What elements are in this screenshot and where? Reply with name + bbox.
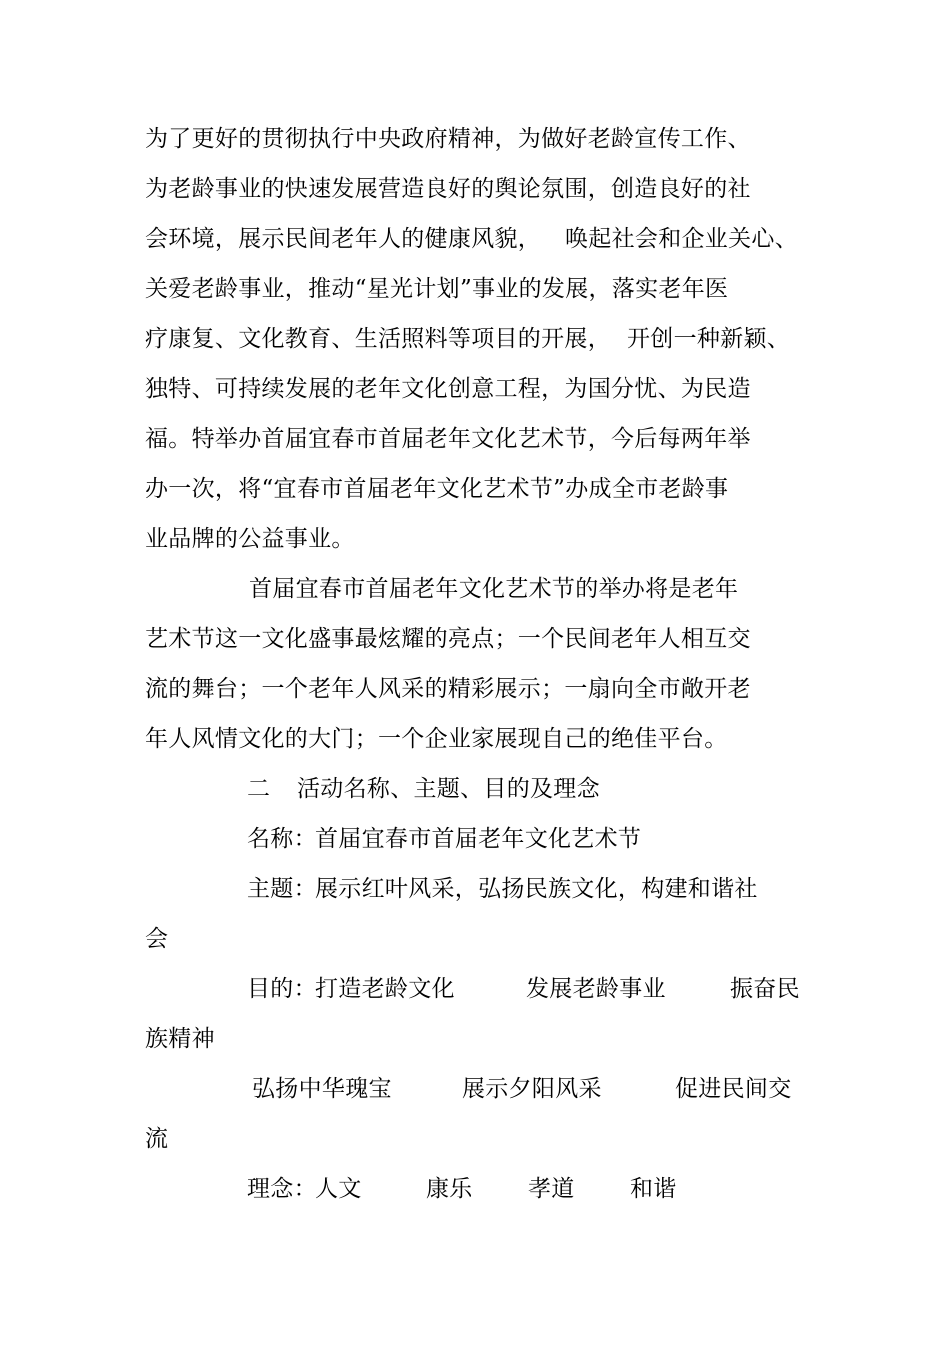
purpose-item-5: 展示夕阳风采 — [462, 1076, 602, 1102]
paragraph-1-line-1: 为了更好的贯彻执行中央政府精神，为做好老龄宣传工作、 — [145, 126, 751, 152]
paragraph-1-line-3b: 唤起社会和企业关心、 — [565, 226, 798, 252]
purpose-item-4: 弘扬中华瑰宝 — [252, 1076, 392, 1102]
purpose-item-6: 促进民间交 — [675, 1076, 792, 1102]
paragraph-1-line-3a: 会环境，展示民间老年人的健康风貌， — [145, 226, 542, 252]
section-number: 二 — [247, 776, 271, 802]
theme-value-line-2: 会 — [145, 926, 169, 952]
purpose-item-1: 打造老龄文化 — [315, 976, 455, 1002]
paragraph-1-line-9: 业品牌的公益事业。 — [145, 526, 355, 552]
concept-item-4: 和谐 — [630, 1176, 677, 1202]
purpose-label: 目的： — [247, 976, 317, 1002]
purpose-item-2: 发展老龄事业 — [526, 976, 666, 1002]
theme-value-line-1: 展示红叶风采，弘扬民族文化，构建和谐社 — [315, 876, 758, 902]
paragraph-1-line-6: 独特、可持续发展的老年文化创意工程，为国分忧、为民造 — [145, 376, 751, 402]
paragraph-2-line-3: 流的舞台；一个老年人风采的精彩展示；一扇向全市敞开老 — [145, 676, 751, 702]
theme-label: 主题： — [247, 876, 317, 902]
paragraph-1-line-7: 福。特举办首届宜春市首届老年文化艺术节，今后每两年举 — [145, 426, 751, 452]
concept-item-2: 康乐 — [426, 1176, 473, 1202]
name-label: 名称： — [247, 826, 317, 852]
purpose-item-6-cont: 流 — [145, 1126, 169, 1152]
paragraph-2-line-1: 首届宜春市首届老年文化艺术节的举办将是老年 — [249, 576, 739, 602]
paragraph-2-line-4: 年人风情文化的大门；一个企业家展现自己的绝佳平台。 — [145, 726, 728, 752]
paragraph-1-line-5a: 疗康复、文化教育、生活照料等项目的开展， — [145, 326, 611, 352]
name-value: 首届宜春市首届老年文化艺术节 — [315, 826, 642, 852]
paragraph-1-line-4: 关爱老龄事业，推动“星光计划”事业的发展，落实老年医 — [145, 276, 729, 302]
paragraph-1-line-5b: 开创一种新颖、 — [627, 326, 791, 352]
purpose-item-3-cont: 族精神 — [145, 1026, 215, 1052]
concept-item-3: 孝道 — [528, 1176, 575, 1202]
paragraph-1-line-2: 为老龄事业的快速发展营造良好的舆论氛围，创造良好的社 — [145, 176, 751, 202]
concept-item-1: 人文 — [315, 1176, 362, 1202]
section-heading: 活动名称、主题、目的及理念 — [297, 776, 600, 802]
purpose-item-3: 振奋民 — [730, 976, 800, 1002]
paragraph-1-line-8: 办一次，将“宜春市首届老年文化艺术节”办成全市老龄事 — [145, 476, 729, 502]
concept-label: 理念： — [247, 1176, 317, 1202]
paragraph-2-line-2: 艺术节这一文化盛事最炫耀的亮点；一个民间老年人相互交 — [145, 626, 751, 652]
